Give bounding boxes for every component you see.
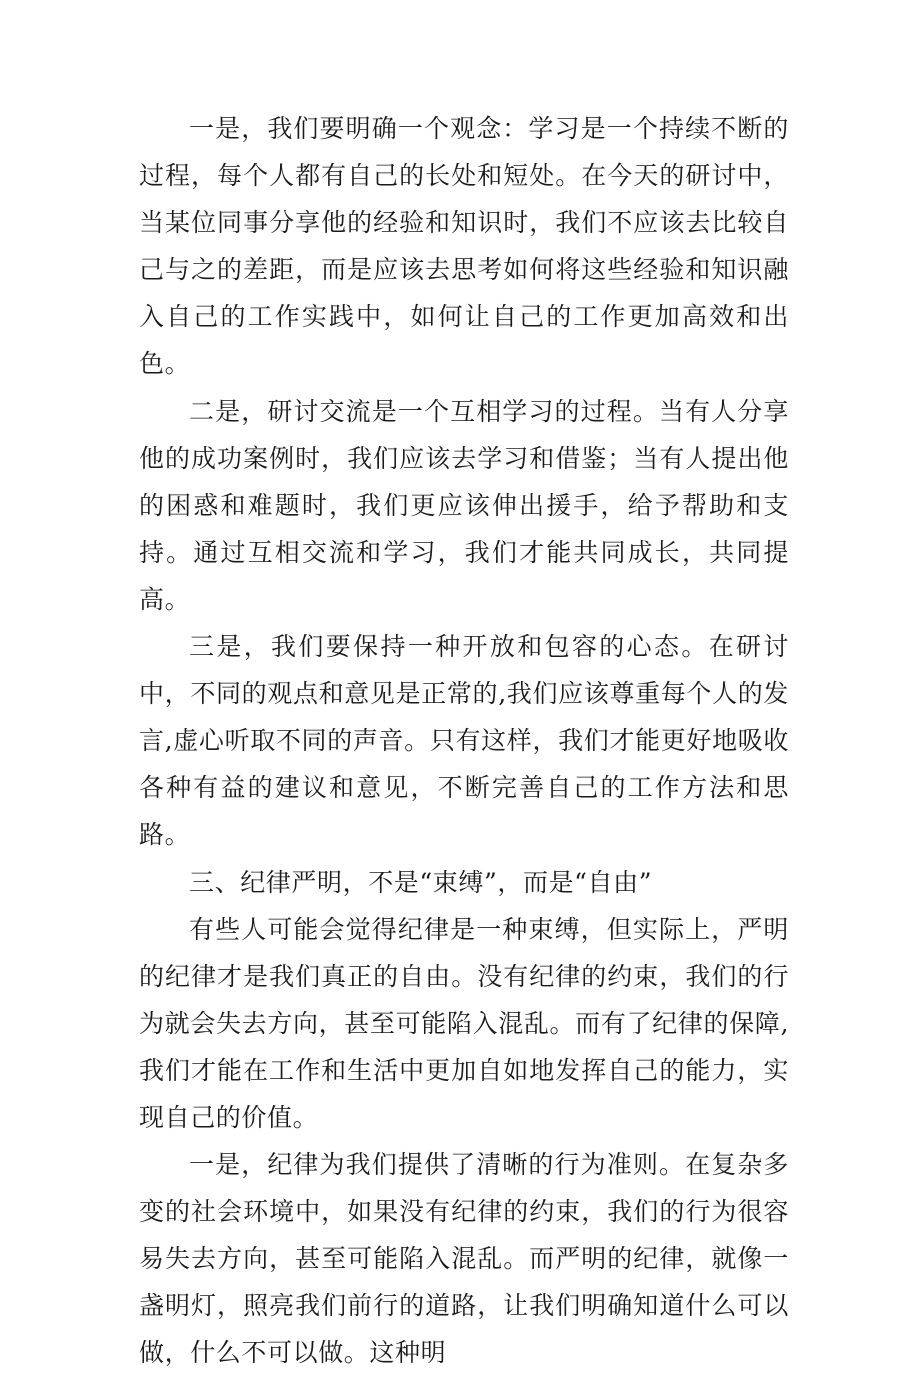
paragraph-4: 有些人可能会觉得纪律是一种束缚，但实际上，严明的纪律才是我们真正的自由。没有纪律的约束，我们的行为就会失去方向，甚至可能陷入混乱。而有了纪律的保障,我们才能在工作和生活中更加自如地发挥自己的能力，实现自己的价值。	[139, 914, 789, 1132]
paragraph-3: 三是，我们要保持一种开放和包容的心态。在研讨中，不同的观点和意见是正常的,我们应该尊重每个人的发言,虚心听取不同的声音。只有这样，我们才能更好地吸收各种有益的建议和意见，不断完善自己的工作方法和思路。	[139, 632, 789, 850]
paragraph-1: 一是，我们要明确一个观念：学习是一个持续不断的过程，每个人都有自己的长处和短处。在今天的研讨中，当某位同事分享他的经验和知识时，我们不应该去比较自己与之的差距，而是应该去思考如何将这些经验和知识融入自己的工作实践中，如何让自己的工作更加高效和出色。	[139, 114, 789, 379]
paragraph-2: 二是，研讨交流是一个互相学习的过程。当有人分享他的成功案例时，我们应该去学习和借鉴；当有人提出他的困惑和难题时，我们更应该伸出援手，给予帮助和支持。通过互相交流和学习，我们才能共同成长，共同提高。	[139, 396, 789, 614]
paragraph-5: 一是，纪律为我们提供了清晰的行为准则。在复杂多变的社会环境中，如果没有纪律的约束，我们的行为很容易失去方向，甚至可能陷入混乱。而严明的纪律，就像一盏明灯，照亮我们前行的道路，让我们明确知道什么可以做，什么不可以做。这种明	[139, 1150, 789, 1368]
section-heading: 三、纪律严明，不是“束缚”，而是“自由”	[189, 867, 653, 897]
document-body	[139, 105, 789, 1377]
